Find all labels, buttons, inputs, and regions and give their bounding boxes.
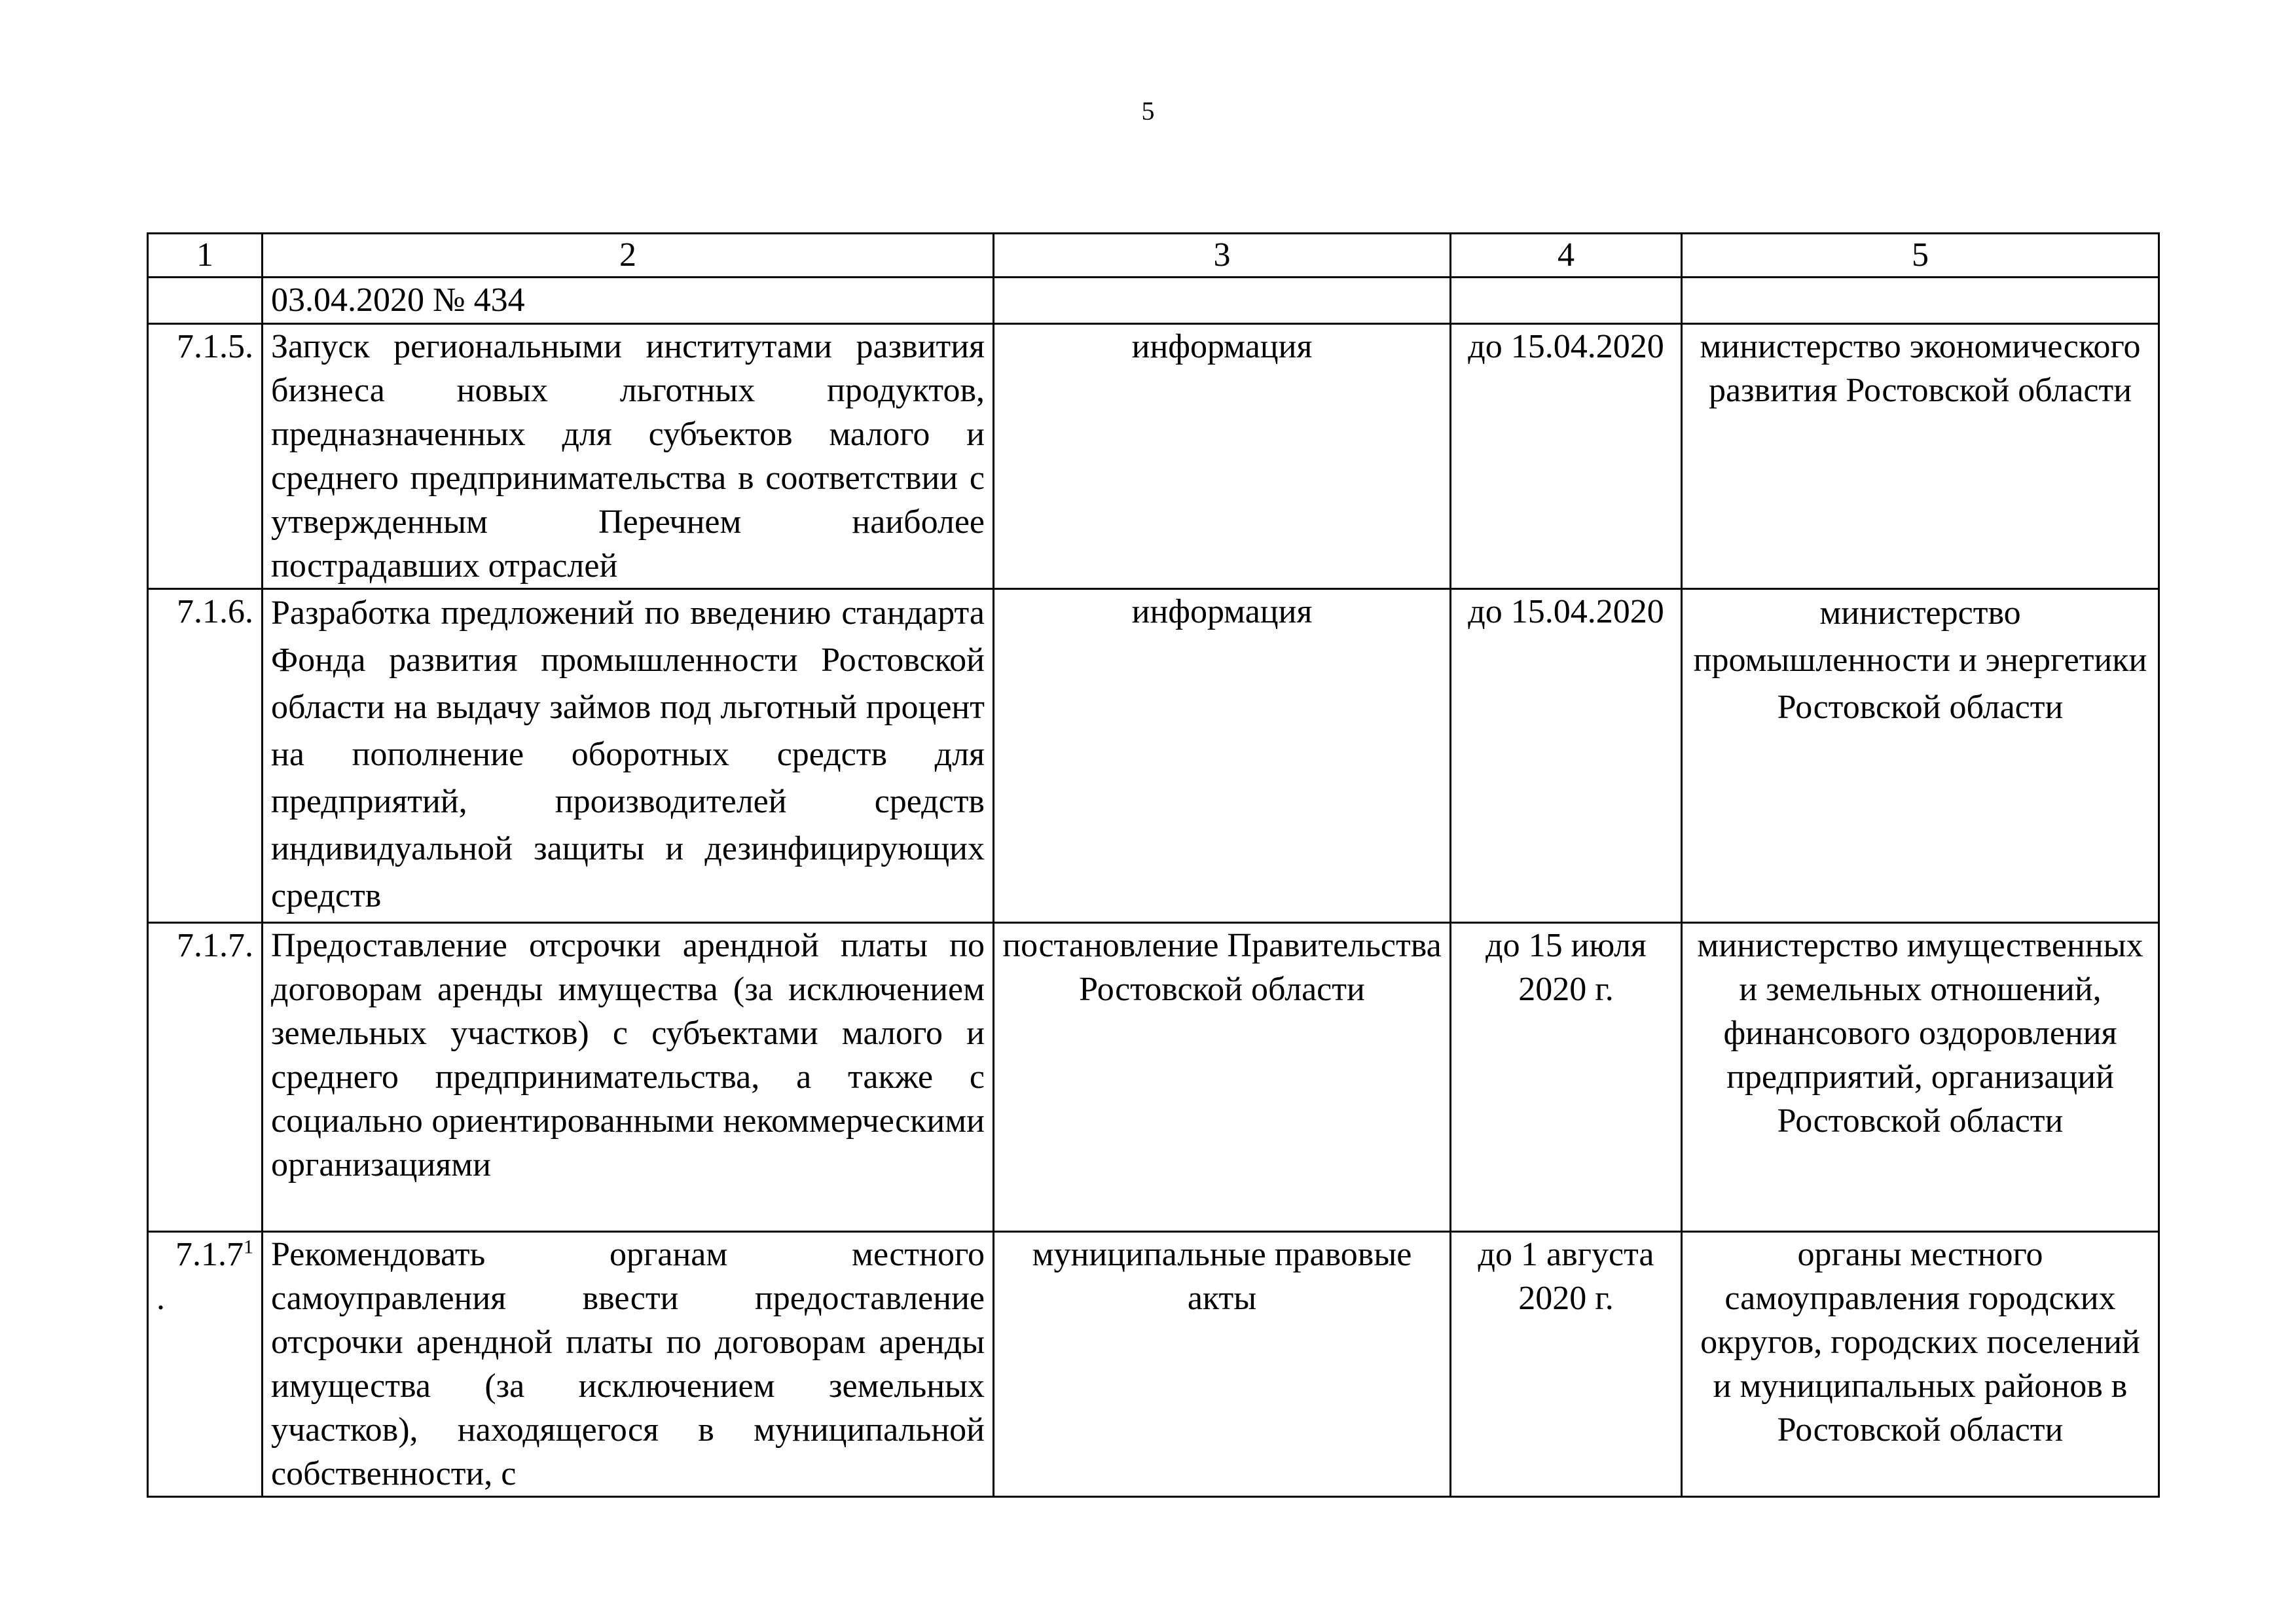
cell-responsible: министерство экономического развития Ростовской области xyxy=(1682,324,2159,589)
cell-description: Запуск региональными институтами развития бизнеса новых льготных продуктов, предназначенных для субъектов малого и среднего предпринимательства в соответствии с утвержденным Перечнем наиболее пострадавших отраслей xyxy=(263,324,994,589)
cell-description: Разработка предложений по введению стандарта Фонда развития промышленности Ростовской области на выдачу займов под льготный процент на пополнение оборотных средств для предприятий, производителей средств индивидуальной защиты и дезинфицирующих средств xyxy=(263,589,994,923)
table-row xyxy=(148,324,2159,589)
item-number-superscript: 1 xyxy=(244,1236,253,1258)
column-header: 4 xyxy=(1451,234,1682,278)
column-header: 3 xyxy=(994,234,1451,278)
table-row-continued xyxy=(148,278,2159,324)
cell-description: Предоставление отсрочки арендной платы по договорам аренды имущества (за исключением земельных участков) с субъектами малого и среднего предпринимательства, а также с социально ориентированными некоммерческими организациями xyxy=(263,923,994,1232)
cell-deadline: до 15 июля 2020 г. xyxy=(1451,923,1682,1232)
cell-responsible: министерство промышленности и энергетики Ростовской области xyxy=(1682,589,2159,923)
cell-document-type: информация xyxy=(994,589,1451,923)
cell-continued-text: 03.04.2020 № 434 xyxy=(263,278,994,324)
cell-deadline: до 1 августа 2020 г. xyxy=(1451,1232,1682,1497)
cell-deadline: до 15.04.2020 xyxy=(1451,324,1682,589)
cell-description: Рекомендовать органам местного самоуправления ввести предоставление отсрочки арендной платы по договорам аренды имущества (за исключением земельных участков), находящегося в муниципальной собственности, с xyxy=(263,1232,994,1497)
cell-item-number: 7.1.6. xyxy=(148,589,263,923)
table-header-row xyxy=(148,234,2159,278)
cell-document-type: постановление Правительства Ростовской области xyxy=(994,923,1451,1232)
table-row xyxy=(148,1232,2159,1497)
cell-responsible: органы местного самоуправления городских округов, городских поселений и муниципальных районов в Ростовской области xyxy=(1682,1232,2159,1497)
cell-item-number: 7.1.5. xyxy=(148,324,263,589)
cell-empty xyxy=(1682,278,2159,324)
column-header: 1 xyxy=(148,234,263,278)
cell-deadline: до 15.04.2020 xyxy=(1451,589,1682,923)
page-number: 5 xyxy=(1141,96,1155,126)
cell-empty xyxy=(1451,278,1682,324)
column-header: 2 xyxy=(263,234,994,278)
table-row xyxy=(148,589,2159,923)
table-row xyxy=(148,923,2159,1232)
cell-empty xyxy=(994,278,1451,324)
cell-empty xyxy=(148,278,263,324)
cell-item-number xyxy=(148,1232,263,1497)
column-header: 5 xyxy=(1682,234,2159,278)
item-number-main: 7.1.7$^1$ xyxy=(175,1236,253,1273)
item-number-suffix: . xyxy=(156,1280,165,1317)
cell-responsible: министерство имущественных и земельных отношений, финансового оздоровления предприятий, организаций Ростовской области xyxy=(1682,923,2159,1232)
cell-document-type: муниципальные правовые акты xyxy=(994,1232,1451,1497)
action-plan-table xyxy=(147,232,2160,1498)
cell-document-type: информация xyxy=(994,324,1451,589)
cell-item-number: 7.1.7. xyxy=(148,923,263,1232)
